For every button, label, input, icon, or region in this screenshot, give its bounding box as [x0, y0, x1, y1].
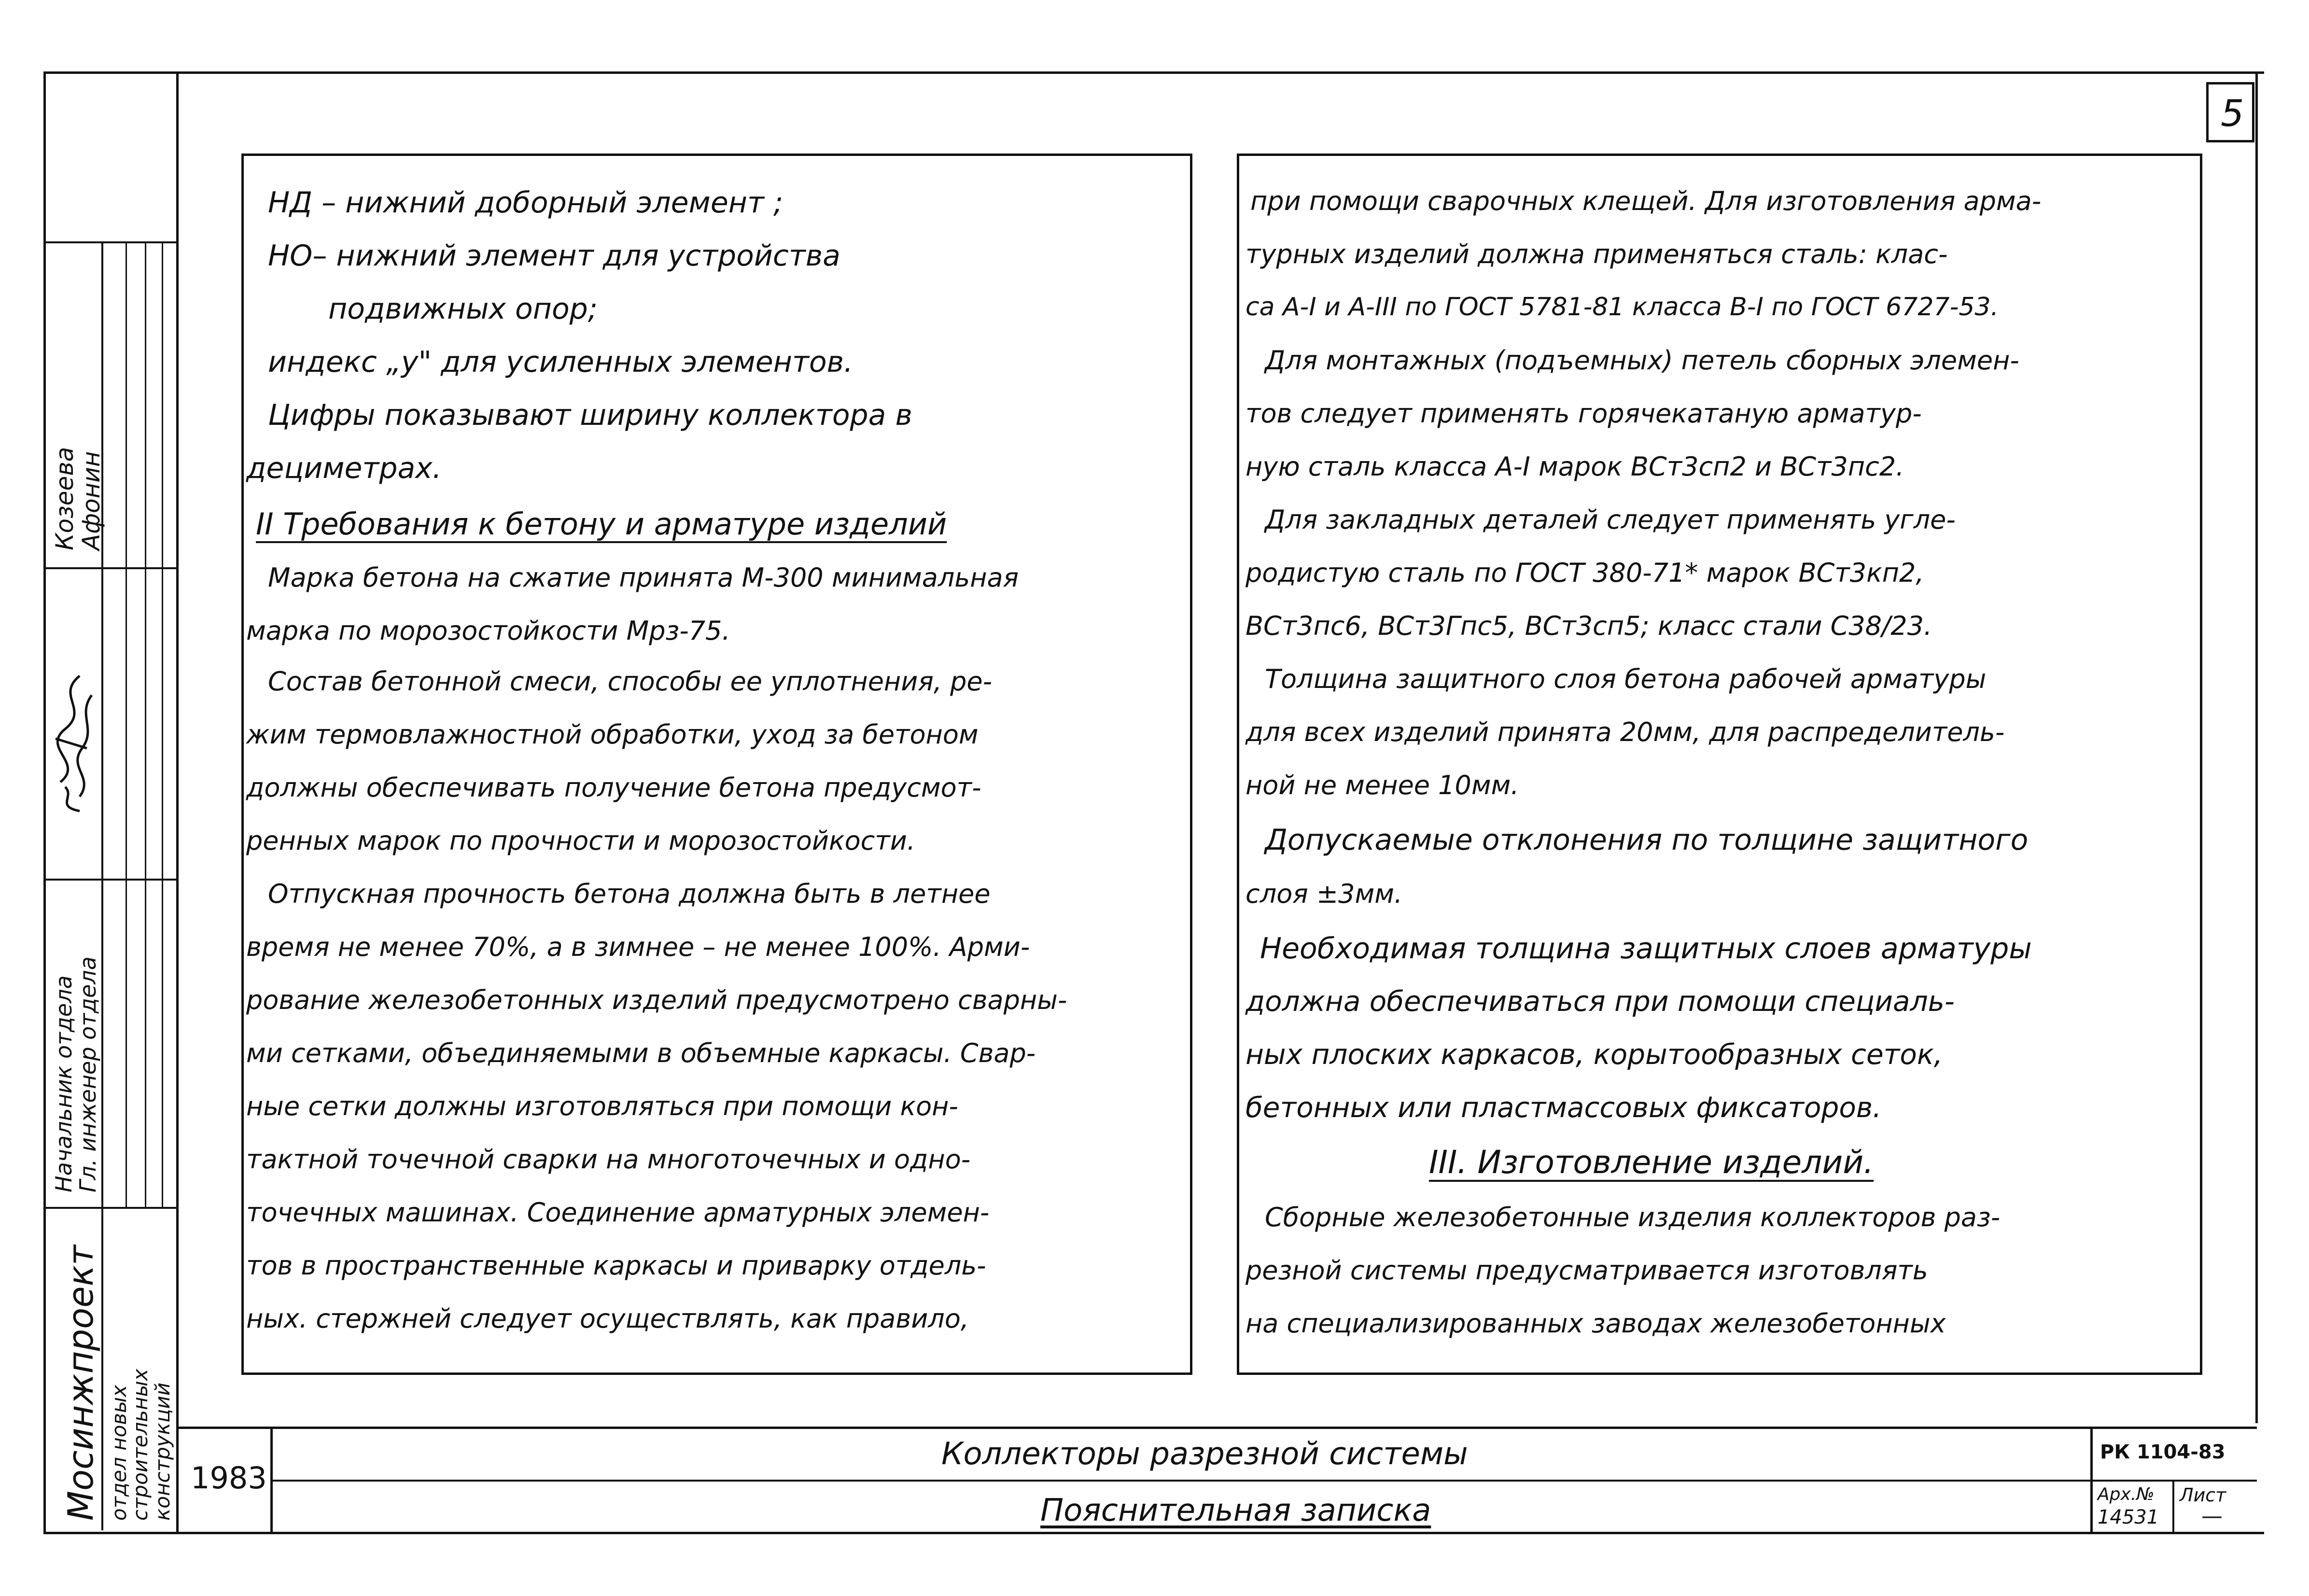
section-heading-3: III. Изготовление изделий.: [1429, 1144, 1874, 1181]
department-line: строительных: [128, 1369, 152, 1521]
text-line: должны обеспечивать получение бетона предусмот-: [246, 772, 981, 803]
section-heading-2: II Требования к бетону и арматуре изделий: [256, 506, 947, 542]
title-block-top-line: [176, 1427, 2257, 1429]
text-line: должна обеспечиваться при помощи специаль-: [1245, 985, 1955, 1018]
text-line: турных изделий должна применяться сталь: клас-: [1245, 239, 1948, 269]
text-line: рование железобетонных изделий предусмотрено сварны-: [246, 985, 1067, 1015]
text-line: марка по морозостойкости Мрз-75.: [246, 616, 730, 646]
page-number: 5: [2221, 92, 2244, 135]
text-line: ми сетками, объединяемыми в объемные каркасы. Свар-: [246, 1038, 1036, 1068]
text-line: подвижных опор;: [328, 292, 598, 326]
stamp-col-line: [145, 241, 146, 1207]
drawing-subtitle: Пояснительная записка: [1040, 1493, 1431, 1528]
text-line: дециметрах.: [246, 451, 442, 485]
text-line: Марка бетона на сжатие принята М-300 минимальная: [268, 562, 1019, 593]
text-line: бетонных или пластмассовых фиксаторов.: [1245, 1091, 1882, 1124]
text-line: Состав бетонной смеси, способы ее уплотнения, ре-: [268, 666, 993, 697]
drawing-title: Коллекторы разрезной системы: [941, 1436, 1468, 1472]
text-line: тов следует применять горячекатаную арматур-: [1245, 398, 1922, 429]
text-line: на специализированных заводах железобетонных: [1245, 1308, 1946, 1339]
text-line: ных плоских каркасов, корытообразных сеток,: [1245, 1038, 1943, 1071]
text-line: индекс „у" для усиленных элементов.: [268, 345, 854, 379]
frame-inner-left-line: [176, 71, 179, 1534]
text-line: Толщина защитного слоя бетона рабочей арматуры: [1265, 664, 1987, 694]
text-line: са А-I и А-III по ГОСТ 5781-81 класса В-I по ГОСТ 6727-53.: [1245, 293, 1999, 322]
text-line: точечных машинах. Соединение арматурных элемен-: [246, 1197, 990, 1228]
text-line: ных. стержней следует осуществлять, как правило,: [246, 1303, 969, 1334]
text-line: Цифры показывают ширину коллектора в: [268, 398, 912, 432]
text-line: Для монтажных (подъемных) петель сборных элемен-: [1265, 345, 2019, 376]
text-line: при помощи сварочных клещей. Для изготовления арма-: [1250, 186, 2042, 216]
stamp-row-line: [43, 567, 178, 569]
sheet-value: —: [2201, 1504, 2223, 1528]
department-line: отдел новых: [107, 1385, 131, 1521]
text-line: ВСт3пс6, ВСт3Гпс5, ВСт3сп5; класс стали С38/23.: [1245, 611, 1932, 641]
text-line: родистую сталь по ГОСТ 380-71* марок ВСт3кп2,: [1245, 558, 1924, 588]
stamp-col-line: [126, 241, 127, 1207]
text-line: ную сталь класса А-I марок ВСт3сп2 и ВСт3пс2.: [1245, 451, 1904, 482]
name-2: Афонин: [77, 451, 105, 550]
archive-label: Арх.№: [2098, 1484, 2155, 1504]
organization-name: Мосинжпроект: [60, 1245, 101, 1521]
year: 1983: [191, 1460, 267, 1496]
sheet-label: Лист: [2180, 1484, 2226, 1506]
text-line: НД – нижний доборный элемент ;: [268, 186, 784, 220]
title-block-sheet-divider: [2172, 1480, 2174, 1533]
frame-bottom-line: [43, 1532, 2264, 1534]
text-line: резной системы предусматривается изготовлять: [1245, 1255, 1928, 1286]
name-1: Козеева: [51, 447, 79, 550]
stamp-row-line: [43, 1207, 178, 1209]
stamp-col-line: [162, 241, 163, 1207]
text-line: Отпускная прочность бетона должна быть в летнее: [268, 879, 991, 909]
text-line: Для закладных деталей следует применять угле-: [1265, 504, 1956, 535]
text-line: тактной точечной сварки на многоточечных и одно-: [246, 1144, 971, 1175]
document-code: РК 1104-83: [2100, 1441, 2225, 1463]
stamp-row-line: [43, 879, 178, 881]
left-text-column: [241, 154, 1192, 1375]
text-line: НО– нижний элемент для устройства: [268, 239, 840, 273]
text-line: жим термовлажностной обработки, уход за бетоном: [246, 719, 979, 750]
stamp-col-line: [101, 241, 103, 1530]
text-line: слоя ±3мм.: [1245, 879, 1403, 909]
archive-number: 14531: [2098, 1506, 2159, 1528]
text-line: ной не менее 10мм.: [1245, 770, 1519, 800]
department-line: конструкций: [151, 1382, 174, 1521]
stamp-row-line: [43, 241, 178, 243]
text-line: Сборные железобетонные изделия коллекторов раз-: [1265, 1202, 2001, 1232]
text-line: ные сетки должны изготовляться при помощи кон-: [246, 1091, 958, 1121]
text-line: время не менее 70%, а в зимнее – не менее 100%. Арми-: [246, 932, 1030, 962]
title-block-mid-line: [270, 1480, 2257, 1482]
position-chief-engineer: Гл. инженер отдела: [75, 956, 101, 1192]
text-line: Допускаемые отклонения по толщине защитного: [1265, 823, 2029, 857]
text-line: для всех изделий принята 20мм, для распределитель-: [1245, 717, 2005, 747]
signature-mark: [72, 690, 101, 801]
text-line: ренных марок по прочности и морозостойкости.: [246, 826, 916, 856]
title-block-year-divider: [270, 1427, 273, 1533]
frame-top-line: [43, 71, 2264, 74]
frame-right-line: [2255, 71, 2258, 1423]
text-line: Необходимая толщина защитных слоев арматуры: [1260, 932, 2032, 966]
right-text-column: [1237, 154, 2202, 1375]
position-head: Начальник отдела: [51, 975, 77, 1192]
text-line: тов в пространственные каркасы и приварку отдель-: [246, 1250, 986, 1281]
title-block-code-divider: [2090, 1427, 2093, 1533]
